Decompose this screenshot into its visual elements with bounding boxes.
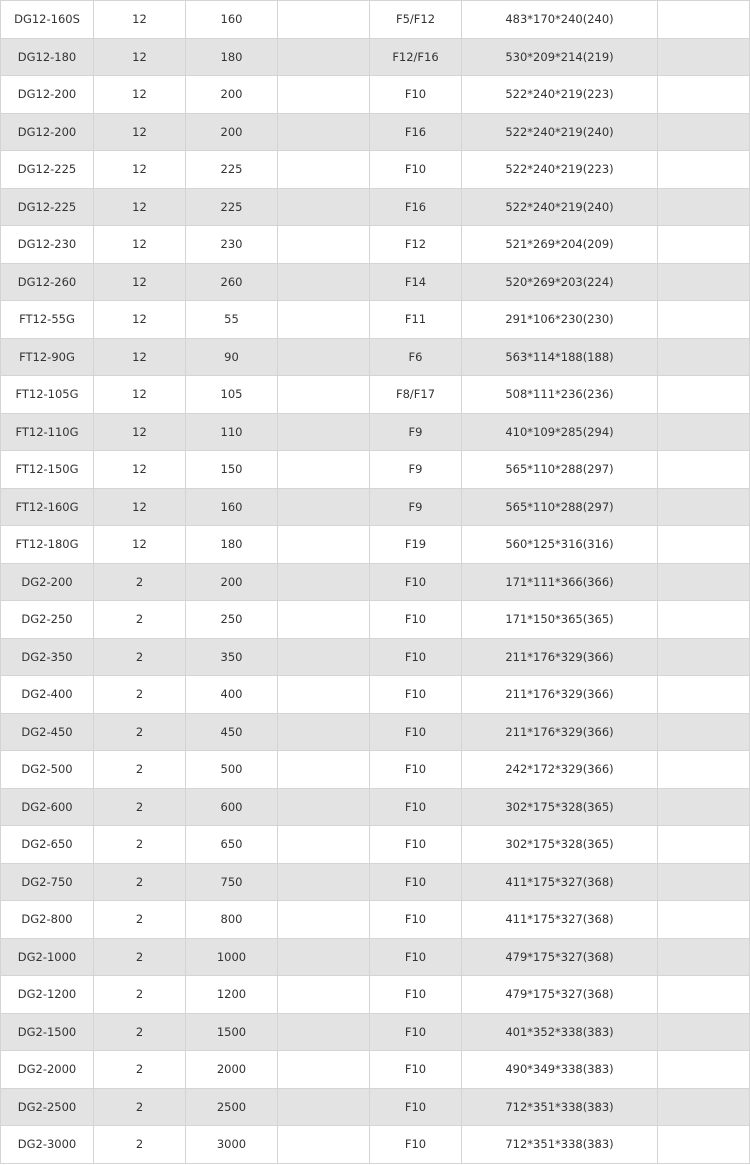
blank-cell [658,788,750,826]
model-cell: DG2-600 [1,788,94,826]
blank-cell [658,76,750,114]
terminal-cell: F19 [370,526,462,564]
blank-cell [278,863,370,901]
dimensions-cell: 712*351*338(383) [462,1088,658,1126]
voltage-cell: 12 [94,263,186,301]
blank-cell [278,938,370,976]
blank-cell [658,338,750,376]
dimensions-cell: 410*109*285(294) [462,413,658,451]
blank-cell [658,863,750,901]
blank-cell [278,113,370,151]
blank-cell [658,1088,750,1126]
table-row [1,413,750,451]
model-cell: DG2-200 [1,563,94,601]
terminal-cell: F9 [370,488,462,526]
table-row [1,751,750,789]
capacity-cell: 250 [186,601,278,639]
voltage-cell: 2 [94,901,186,939]
voltage-cell: 2 [94,863,186,901]
capacity-cell: 1000 [186,938,278,976]
dimensions-cell: 411*175*327(368) [462,863,658,901]
terminal-cell: F10 [370,1126,462,1164]
blank-cell [658,488,750,526]
blank-cell [658,226,750,264]
voltage-cell: 12 [94,151,186,189]
blank-cell [658,601,750,639]
voltage-cell: 2 [94,638,186,676]
dimensions-cell: 302*175*328(365) [462,826,658,864]
model-cell: DG2-750 [1,863,94,901]
capacity-cell: 800 [186,901,278,939]
dimensions-cell: 522*240*219(223) [462,151,658,189]
blank-cell [278,751,370,789]
blank-cell [278,38,370,76]
blank-cell [658,976,750,1014]
voltage-cell: 2 [94,788,186,826]
blank-cell [278,413,370,451]
blank-cell [658,301,750,339]
table-row [1,263,750,301]
capacity-cell: 160 [186,1,278,39]
capacity-cell: 110 [186,413,278,451]
blank-cell [278,226,370,264]
table-row [1,1051,750,1089]
table-row [1,713,750,751]
terminal-cell: F11 [370,301,462,339]
terminal-cell: F6 [370,338,462,376]
terminal-cell: F10 [370,826,462,864]
blank-cell [278,1013,370,1051]
terminal-cell: F10 [370,788,462,826]
capacity-cell: 200 [186,563,278,601]
voltage-cell: 12 [94,451,186,489]
blank-cell [658,938,750,976]
model-cell: DG2-1500 [1,1013,94,1051]
table-row [1,788,750,826]
model-cell: FT12-55G [1,301,94,339]
dimensions-cell: 411*175*327(368) [462,901,658,939]
blank-cell [278,376,370,414]
capacity-cell: 650 [186,826,278,864]
terminal-cell: F10 [370,863,462,901]
model-cell: DG2-350 [1,638,94,676]
dimensions-cell: 520*269*203(224) [462,263,658,301]
blank-cell [278,301,370,339]
blank-cell [658,1051,750,1089]
table-row [1,863,750,901]
table-row [1,188,750,226]
terminal-cell: F10 [370,751,462,789]
table-row [1,1088,750,1126]
terminal-cell: F14 [370,263,462,301]
terminal-cell: F10 [370,938,462,976]
capacity-cell: 225 [186,151,278,189]
blank-cell [278,151,370,189]
terminal-cell: F16 [370,188,462,226]
capacity-cell: 2500 [186,1088,278,1126]
blank-cell [278,1,370,39]
table-row [1,76,750,114]
voltage-cell: 2 [94,976,186,1014]
capacity-cell: 400 [186,676,278,714]
dimensions-cell: 522*240*219(240) [462,188,658,226]
voltage-cell: 2 [94,1013,186,1051]
dimensions-cell: 490*349*338(383) [462,1051,658,1089]
blank-cell [658,451,750,489]
capacity-cell: 55 [186,301,278,339]
table-row [1,376,750,414]
blank-cell [278,263,370,301]
dimensions-cell: 479*175*327(368) [462,976,658,1014]
voltage-cell: 2 [94,601,186,639]
voltage-cell: 2 [94,751,186,789]
blank-cell [658,901,750,939]
model-cell: DG2-800 [1,901,94,939]
voltage-cell: 12 [94,376,186,414]
dimensions-cell: 712*351*338(383) [462,1126,658,1164]
voltage-cell: 12 [94,188,186,226]
model-cell: FT12-110G [1,413,94,451]
blank-cell [278,76,370,114]
model-cell: DG2-1200 [1,976,94,1014]
model-cell: DG12-200 [1,76,94,114]
voltage-cell: 2 [94,826,186,864]
terminal-cell: F16 [370,113,462,151]
blank-cell [278,601,370,639]
dimensions-cell: 508*111*236(236) [462,376,658,414]
terminal-cell: F10 [370,713,462,751]
dimensions-cell: 522*240*219(240) [462,113,658,151]
dimensions-cell: 479*175*327(368) [462,938,658,976]
voltage-cell: 12 [94,226,186,264]
blank-cell [278,338,370,376]
terminal-cell: F10 [370,76,462,114]
blank-cell [658,676,750,714]
terminal-cell: F10 [370,976,462,1014]
capacity-cell: 160 [186,488,278,526]
table-row [1,526,750,564]
voltage-cell: 12 [94,338,186,376]
table-row [1,676,750,714]
voltage-cell: 12 [94,488,186,526]
voltage-cell: 12 [94,38,186,76]
blank-cell [658,826,750,864]
capacity-cell: 350 [186,638,278,676]
spec-table-body [1,1,750,1164]
table-row [1,1,750,39]
dimensions-cell: 522*240*219(223) [462,76,658,114]
terminal-cell: F10 [370,638,462,676]
model-cell: DG12-200 [1,113,94,151]
model-cell: DG12-260 [1,263,94,301]
blank-cell [658,526,750,564]
voltage-cell: 12 [94,76,186,114]
table-row [1,938,750,976]
table-row [1,563,750,601]
model-cell: DG2-3000 [1,1126,94,1164]
model-cell: FT12-105G [1,376,94,414]
capacity-cell: 90 [186,338,278,376]
table-row [1,226,750,264]
capacity-cell: 180 [186,38,278,76]
table-row [1,826,750,864]
dimensions-cell: 211*176*329(366) [462,713,658,751]
table-row [1,301,750,339]
dimensions-cell: 211*176*329(366) [462,638,658,676]
capacity-cell: 500 [186,751,278,789]
capacity-cell: 1500 [186,1013,278,1051]
dimensions-cell: 171*150*365(365) [462,601,658,639]
voltage-cell: 2 [94,1051,186,1089]
dimensions-cell: 521*269*204(209) [462,226,658,264]
blank-cell [658,151,750,189]
table-row [1,1013,750,1051]
blank-cell [278,826,370,864]
terminal-cell: F9 [370,413,462,451]
blank-cell [278,1051,370,1089]
dimensions-cell: 211*176*329(366) [462,676,658,714]
model-cell: DG12-180 [1,38,94,76]
model-cell: DG12-160S [1,1,94,39]
blank-cell [658,1126,750,1164]
model-cell: DG12-225 [1,188,94,226]
dimensions-cell: 242*172*329(366) [462,751,658,789]
blank-cell [278,563,370,601]
capacity-cell: 180 [186,526,278,564]
capacity-cell: 200 [186,113,278,151]
dimensions-cell: 483*170*240(240) [462,1,658,39]
voltage-cell: 2 [94,1126,186,1164]
terminal-cell: F5/F12 [370,1,462,39]
terminal-cell: F8/F17 [370,376,462,414]
capacity-cell: 200 [186,76,278,114]
voltage-cell: 12 [94,526,186,564]
blank-cell [658,263,750,301]
blank-cell [658,413,750,451]
table-row [1,601,750,639]
table-row [1,488,750,526]
blank-cell [278,901,370,939]
model-cell: DG12-225 [1,151,94,189]
model-cell: FT12-90G [1,338,94,376]
model-cell: DG2-1000 [1,938,94,976]
blank-cell [278,976,370,1014]
model-cell: FT12-150G [1,451,94,489]
dimensions-cell: 563*114*188(188) [462,338,658,376]
model-cell: DG2-450 [1,713,94,751]
blank-cell [658,38,750,76]
terminal-cell: F12 [370,226,462,264]
blank-cell [658,563,750,601]
dimensions-cell: 291*106*230(230) [462,301,658,339]
blank-cell [658,713,750,751]
dimensions-cell: 171*111*366(366) [462,563,658,601]
blank-cell [278,1126,370,1164]
table-row [1,901,750,939]
dimensions-cell: 565*110*288(297) [462,451,658,489]
blank-cell [278,188,370,226]
model-cell: DG12-230 [1,226,94,264]
capacity-cell: 600 [186,788,278,826]
model-cell: DG2-500 [1,751,94,789]
dimensions-cell: 565*110*288(297) [462,488,658,526]
table-row [1,1126,750,1164]
capacity-cell: 225 [186,188,278,226]
table-row [1,38,750,76]
blank-cell [278,788,370,826]
model-cell: FT12-180G [1,526,94,564]
dimensions-cell: 401*352*338(383) [462,1013,658,1051]
capacity-cell: 1200 [186,976,278,1014]
table-row [1,451,750,489]
blank-cell [658,376,750,414]
capacity-cell: 750 [186,863,278,901]
voltage-cell: 2 [94,1088,186,1126]
capacity-cell: 2000 [186,1051,278,1089]
voltage-cell: 12 [94,413,186,451]
table-row [1,338,750,376]
dimensions-cell: 302*175*328(365) [462,788,658,826]
blank-cell [278,488,370,526]
dimensions-cell: 560*125*316(316) [462,526,658,564]
terminal-cell: F10 [370,1013,462,1051]
model-cell: DG2-2500 [1,1088,94,1126]
capacity-cell: 450 [186,713,278,751]
table-row [1,638,750,676]
voltage-cell: 12 [94,113,186,151]
terminal-cell: F9 [370,451,462,489]
capacity-cell: 230 [186,226,278,264]
voltage-cell: 12 [94,301,186,339]
table-row [1,113,750,151]
voltage-cell: 2 [94,713,186,751]
table-row [1,976,750,1014]
dimensions-cell: 530*209*214(219) [462,38,658,76]
blank-cell [658,751,750,789]
capacity-cell: 260 [186,263,278,301]
terminal-cell: F10 [370,601,462,639]
blank-cell [278,638,370,676]
model-cell: FT12-160G [1,488,94,526]
blank-cell [658,188,750,226]
terminal-cell: F12/F16 [370,38,462,76]
voltage-cell: 2 [94,938,186,976]
terminal-cell: F10 [370,676,462,714]
table-row [1,151,750,189]
blank-cell [278,676,370,714]
voltage-cell: 12 [94,1,186,39]
voltage-cell: 2 [94,676,186,714]
blank-cell [658,113,750,151]
blank-cell [278,1088,370,1126]
capacity-cell: 3000 [186,1126,278,1164]
terminal-cell: F10 [370,1051,462,1089]
blank-cell [658,1,750,39]
capacity-cell: 105 [186,376,278,414]
model-cell: DG2-250 [1,601,94,639]
blank-cell [278,451,370,489]
terminal-cell: F10 [370,1088,462,1126]
terminal-cell: F10 [370,901,462,939]
capacity-cell: 150 [186,451,278,489]
blank-cell [278,526,370,564]
terminal-cell: F10 [370,151,462,189]
voltage-cell: 2 [94,563,186,601]
blank-cell [278,713,370,751]
model-cell: DG2-2000 [1,1051,94,1089]
terminal-cell: F10 [370,563,462,601]
model-cell: DG2-400 [1,676,94,714]
blank-cell [658,1013,750,1051]
blank-cell [658,638,750,676]
model-cell: DG2-650 [1,826,94,864]
